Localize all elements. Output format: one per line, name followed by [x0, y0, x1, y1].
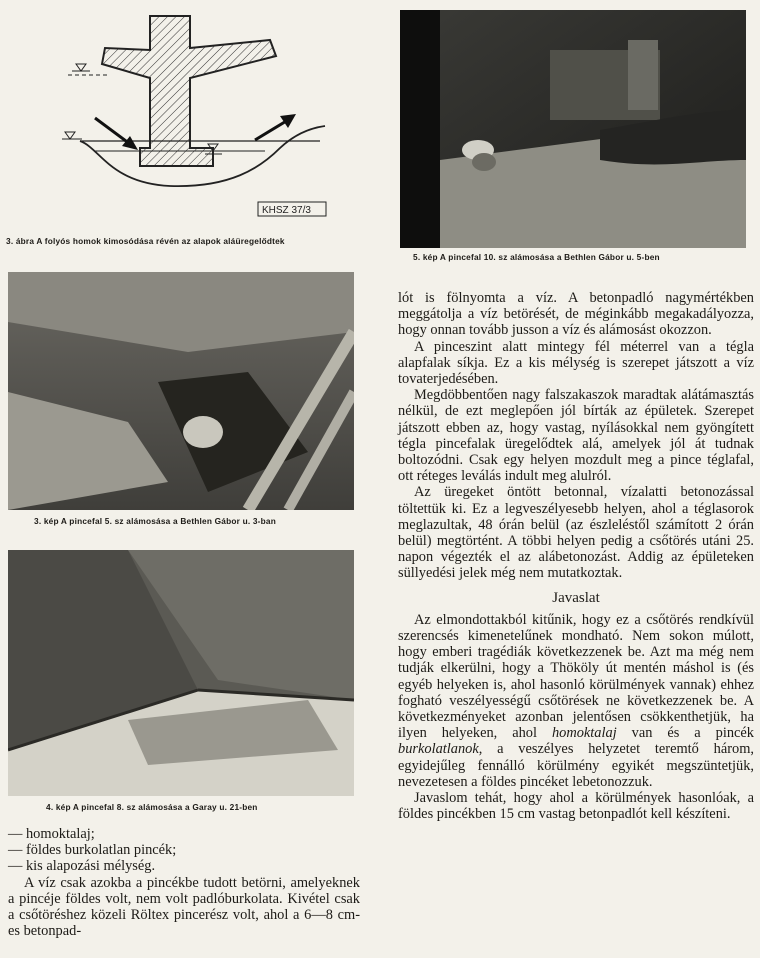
text-run: van és a pincék: [616, 725, 754, 742]
left-column: [8, 826, 360, 939]
right-column: [398, 290, 754, 823]
condition-list: [8, 826, 360, 875]
flow-in-arrow-icon: [95, 118, 138, 150]
paragraph: Javaslom tehát, hogy ahol a körülmények hasonlóak, a földes pincékben 15 cm vastag betonpadlót kell készíteni.: [398, 790, 754, 823]
list-item: — kis alapozási mélység.: [8, 858, 156, 875]
paragraph: [398, 612, 754, 790]
photo5-caption: 5. kép A pincefal 10. sz alámosása a Bethlen Gábor u. 5-ben: [413, 252, 660, 262]
stamp-text: KHSZ 37/3: [262, 205, 311, 216]
text-run: , a veszélyes helyzetet teremtő három, egyidejűleg fennálló körülmény egyikét megszüntetjük, nevezetesen a földes pincéket lebetonozzuk.: [398, 741, 754, 790]
paragraph: Megdöbbentően nagy falszakaszok maradtak alátámasztás nélkül, de ezt meglepően jól bírták az épületek. Szerepet játszott ebben az, hogy vastag, nyílásokkal nem gyöngített tégla pincefalak üregelődtek alá, amelyek jól át tudnak boltozódni. Csak egy helyen mozdult meg a pince téglafal, ott réteges leválás indult meg alulról.: [398, 387, 754, 485]
emphasis-text: burkolatlanok: [398, 741, 479, 758]
photo-5: [400, 10, 746, 248]
photo4-caption: 4. kép A pincefal 8. sz alámosása a Garay u. 21-ben: [46, 802, 258, 812]
water-level-icon: [62, 132, 82, 139]
paragraph: A pinceszint alatt mintegy fél méterrel van a tégla alapfalak síkja. Ez a kis mélység is szerepet játszott a víz tovaterjedésében.: [398, 338, 754, 388]
emphasis-text: homoktalaj: [551, 725, 617, 742]
paragraph: Az üregeket öntött betonnal, vízalatti betonozással töltettük ki. Ez a legveszélyesebb helyen, ahol a téglasorok meglazultak, 48 órán belül (az észleléstől számított 2 órán belül) megtörtént. A többi helyen pedig a csőtörés utáni 25. napon végezték el az alábetonozást. Addig az épületeken süllyedési jelek még nem mutatkoztak.: [398, 484, 754, 582]
section-heading: Javaslat: [552, 589, 600, 606]
water-level-icon: [68, 64, 110, 75]
photo-4: [8, 550, 354, 796]
list-item: — homoktalaj;: [8, 826, 95, 842]
list-item: — földes burkolatlan pincék;: [8, 842, 177, 859]
figure3-caption: 3. ábra A folyós homok kimosódása révén az alapok aláüregelődtek: [6, 236, 285, 246]
paragraph: lót is fölnyomta a víz. A betonpadló nagymértékben meggátolja a víz betörését, de méginkább megakadályozza, hogy onnan tovább jusson a víz és alámosást okozzon.: [398, 290, 754, 339]
photo-3: [8, 272, 354, 510]
photo3-caption: 3. kép A pincefal 5. sz alámosása a Bethlen Gábor u. 3-ban: [34, 516, 276, 526]
text-run: Az elmondottakból kitűnik, hogy ez a csőtörés rendkívül szerencsés kimenetelűnek mondható. Nem sokon múlott, hogy emberi tragédiák következzenek be. Azt ma még nem tudják elkerülni, hogy a Thököly út mentén máshol is (és egyéb helyeken is, ahol hasonló körülmények vannak) ehhez fogható veszélyességű csőtörések ne következzenek be. A következményeket azonban jelentősen csökkenthetjük, ha ilyen helyeken, ahol: [398, 611, 754, 742]
foundation-diagram: [40, 8, 360, 230]
left-paragraph: A víz csak azokba a pincékbe tudott betörni, amelyeknek a pincéje földes volt, nem volt padlóburkolata. Kivétel csak a csőtöréshez közeli Röltex pincerész volt, ahol a 6—8 cm-es betonpad-: [8, 874, 360, 940]
flow-out-arrow-icon: [255, 114, 296, 140]
